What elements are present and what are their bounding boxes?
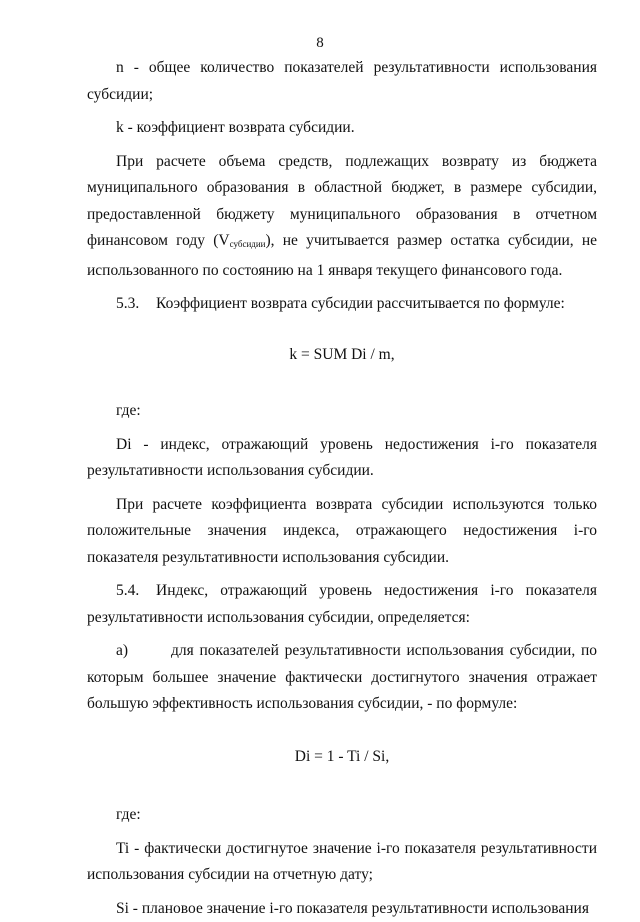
paragraph-di-definition: Di - индекс, отражающий уровень недостижения i-го показателя результативности использования субсидии. [87,432,597,485]
where-label-2: где: [87,802,597,829]
paragraph-positive-values: При расчете коэффициента возврата субсидии используются только положительные значения индекса, отражающего недостижения i-го показателя результативности использования субсидии. [87,492,597,572]
formula-k: k = SUM Di / m, [87,342,597,369]
item-a-text: для показателей результативности использования субсидии, по которым большее значение фактически достигнутого значения отражает большую эффективность использования субсидии, - по формуле: [87,642,597,712]
section-5-3-text: Коэффициент возврата субсидии рассчитывается по формуле: [156,295,565,312]
document-body [87,55,597,922]
paragraph-n-definition: n - общее количество показателей результативности использования субсидии; [87,55,597,108]
item-a-label: а) [116,638,171,665]
paragraph-return-volume [87,149,597,285]
where-label-1: где: [87,398,597,425]
subscript-subsidy: субсидии [230,239,266,249]
paragraph-si-definition: Si - плановое значение i-го показателя результативности использования [87,896,597,922]
section-5-3-number: 5.3. [116,291,156,318]
paragraph-return-volume-part2: ), не учитывается размер остатка субсидии, не использованного по состоянию на 1 января текущего финансового года. [87,232,597,279]
section-5-4-number: 5.4. [116,578,156,605]
item-a [87,638,597,718]
formula-di: Di = 1 - Ti / Si, [87,744,597,771]
paragraph-ti-definition: Ti - фактически достигнутое значение i-го показателя результативности использования субсидии на отчетную дату; [87,836,597,889]
section-5-4 [87,578,597,631]
paragraph-k-definition: k - коэффициент возврата субсидии. [87,115,597,142]
paragraph-return-volume-part1: При расчете объема средств, подлежащих возврату из бюджета муниципального образования в областной бюджет, в размере субсидии, предоставленной бюджету муниципального образования в отчетном финансовом году (V [87,153,597,250]
section-5-4-text: Индекс, отражающий уровень недостижения i-го показателя результативности использования субсидии, определяется: [87,582,597,626]
section-5-3 [87,291,597,318]
page-number: 8 [0,35,640,52]
